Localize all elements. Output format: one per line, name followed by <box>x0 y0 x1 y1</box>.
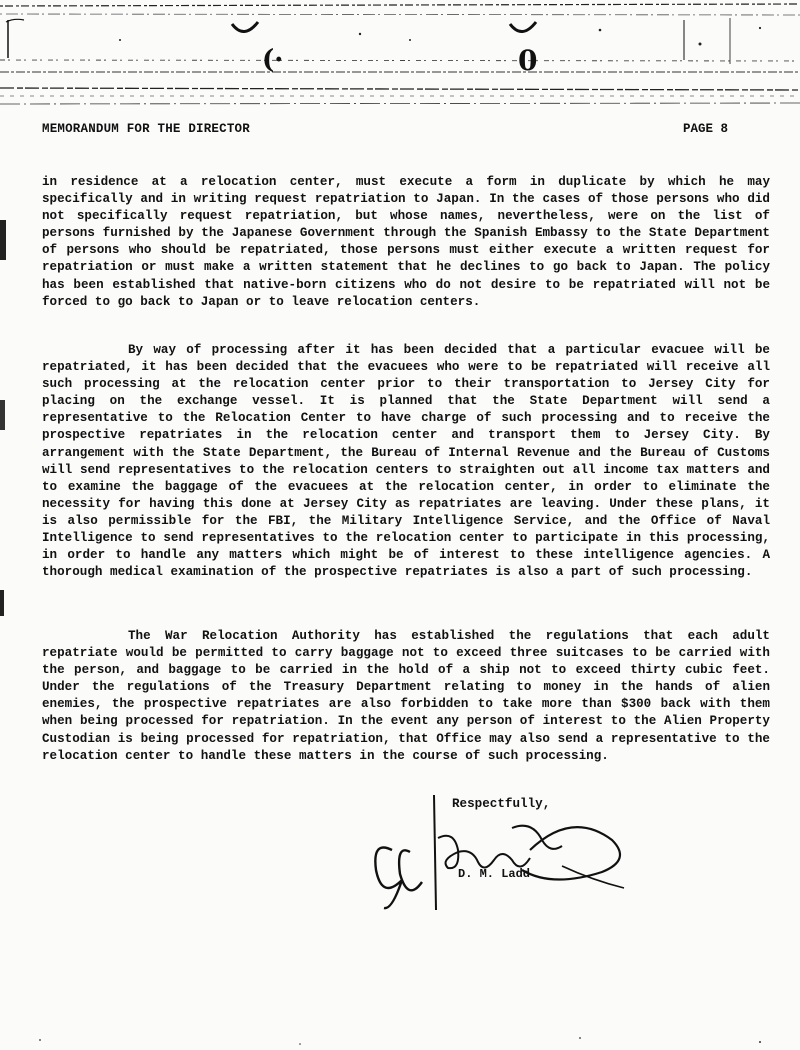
closing-salutation: Respectfully, <box>452 797 551 811</box>
left-margin-marks <box>0 170 14 670</box>
paragraph-2: By way of processing after it has been decided that a particular evacuee will be repatriated, it has been decided that the evacuees who were to be repatriated will receive all such processing at the relocation center prior to their transportation to Jersey City for placing on the exchange vessel. It is planned that the State Department will send a representative to the Relocation Center to have charge of such processing and to receive the prospective repatriates in the relocation center and transport them to Jersey City. By arrangement with the State Department, the Bureau of Internal Revenue and the Bureau of Customs will send representatives to the relocation centers to straighten out all income tax matters and to examine the baggage of the evacuees at the relocation center, in order to eliminate the necessity for having this done at Jersey City as repatriates are leaving. Under these plans, it is also permissible for the FBI, the Military Intelligence Service, and the Office of Naval Intelligence to send representatives to the relocation center to participate in this processing, in order to handle any matters which might be of interest to these intelligence agencies. A thorough medical examination of the prospective repatriates is also a part of such processing. <box>42 343 770 580</box>
photocopy-noise-header <box>0 0 800 110</box>
signer-name: D. M. Ladd <box>458 867 531 881</box>
handwritten-signature <box>362 790 642 920</box>
photocopy-noise-footer <box>0 1020 800 1050</box>
svg-text:0: 0 <box>518 44 538 77</box>
page-number: PAGE 8 <box>683 122 729 136</box>
paragraph-1: in residence at a relocation center, must execute a form in duplicate by which he may specifically and in writing request repatriation to Japan. In the cases of those persons who did not specifically request repatriation, but whose names, nevertheless, were on the list of persons furnished by the Japanese Government through the Spanish Embassy to the State Department of persons who should be repatriated, those persons must either execute a written request for repatriation or must make a written statement that he declines to go back to Japan. The policy has been established that native-born citizens who do not desire to be repatriated will not be forced to go back to Japan or to leave relocation centers. <box>42 175 770 309</box>
memo-title: MEMORANDUM FOR THE DIRECTOR <box>42 122 250 136</box>
svg-text:(·: (· <box>262 45 284 75</box>
paragraph-3: The War Relocation Authority has established the regulations that each adult repatriate would be permitted to carry baggage not to exceed three suitcases to be carried with the person, and baggage to be carried in the hold of a ship not to exceed thirty cubic feet. Under the regulations of the Treasury Department relating to money in the hands of alien enemies, the prospective repatriates are also forbidden to take more than $300 back with them when being processed for repatriation. In the event any person of interest to the Alien Property Custodian is being processed for repatriation, that Office may also send a representative to the relocation center to handle these matters in the course of such processing. <box>42 629 770 763</box>
